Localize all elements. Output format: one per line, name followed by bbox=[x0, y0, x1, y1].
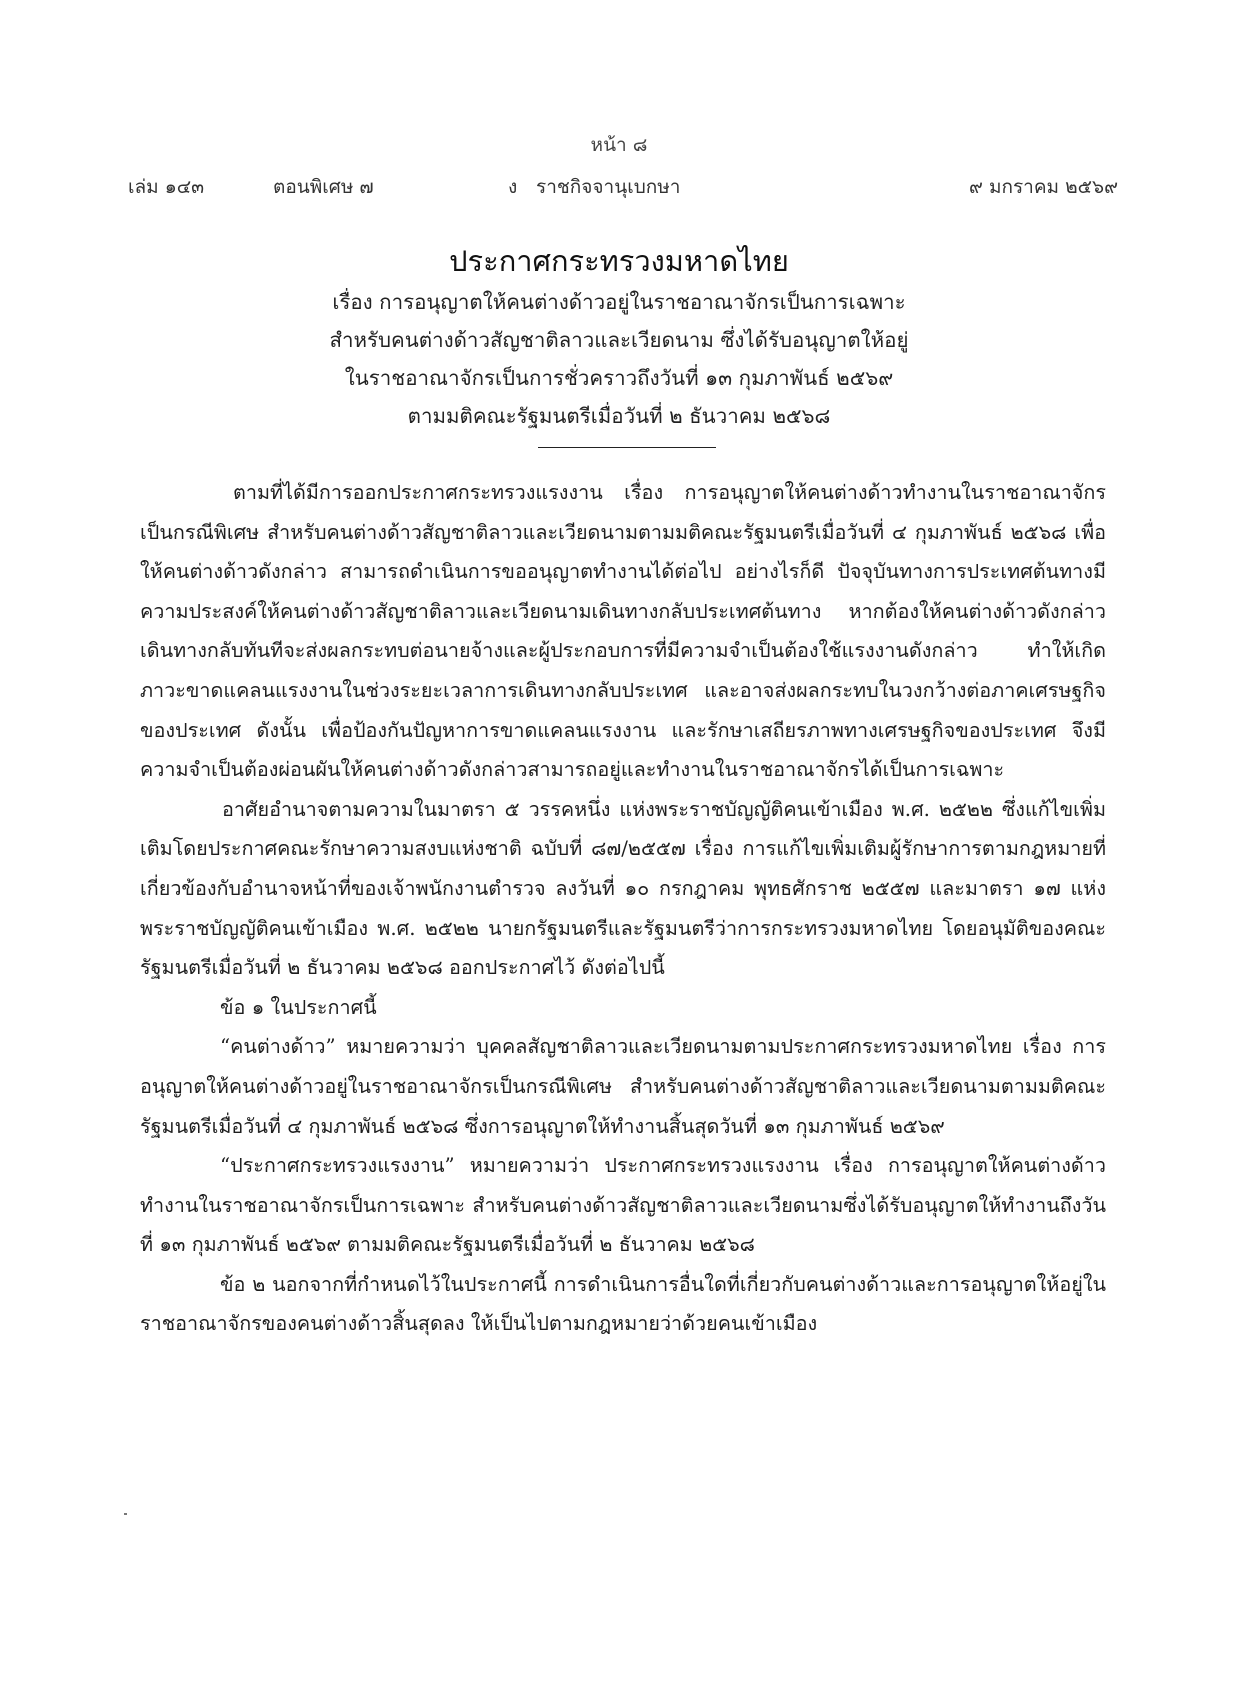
subject-line: สำหรับคนต่างด้าวสัญชาติลาวและเวียดนาม ซึ่งได้รับอนุญาตให้อยู่ bbox=[329, 328, 909, 352]
section-number: ตอนพิเศษ ๗ bbox=[273, 176, 374, 198]
publication-date: ๙ มกราคม ๒๕๖๙ bbox=[968, 176, 1118, 198]
preamble-paragraph: ตามที่ได้มีการออกประกาศกระทรวงแรงงาน เรื่อง การอนุญาตให้คนต่างด้าวทำงานในราชอาณาจักรเป็นกรณีพิเศษ สำหรับคนต่างด้าวสัญชาติลาวและเวียดนามตามมติคณะรัฐมนตรีเมื่อวันที่ ๔ กุมภาพันธ์ ๒๕๖๘ เพื่อให้คนต่างด้าวดังกล่าว สามารถดำเนินการขออนุญาตทำงานได้ต่อไป อย่างไรก็ดี ปัจจุบันทางการประเทศต้นทางมีความประสงค์ให้คนต่างด้าวสัญชาติลาวและเวียดนามเดินทางกลับประเทศต้นทาง หากต้องให้คนต่างด้าวดังกล่าวเดินทางกลับทันทีจะส่งผลกระทบต่อนายจ้างและผู้ประกอบการที่มีความจำเป็นต้องใช้แรงงานดังกล่าว ทำให้เกิดภาวะขาดแคลนแรงงานในช่วงระยะเวลาการเดินทางกลับประเทศ และอาจส่งผลกระทบในวงกว้างต่อภาคเศรษฐกิจของประเทศ ดังนั้น เพื่อป้องกันปัญหาการขาดแคลนแรงงาน และรักษาเสถียรภาพทางเศรษฐกิจของประเทศ จึงมีความจำเป็นต้องผ่อนผันให้คนต่างด้าวดังกล่าวสามารถอยู่และทำงานในราชอาณาจักรได้เป็นการเฉพาะ bbox=[140, 481, 1106, 782]
volume-number: เล่ม ๑๔๓ bbox=[128, 176, 205, 198]
section-type: ง bbox=[508, 176, 518, 198]
subject-line: ในราชอาณาจักรเป็นการชั่วคราวถึงวันที่ ๑๓ กุมภาพันธ์ ๒๕๖๙ bbox=[344, 366, 894, 390]
clause-1: ข้อ ๑ ในประกาศนี้ bbox=[220, 995, 377, 1019]
announcement-title: ประกาศกระทรวงมหาดไทย bbox=[449, 244, 789, 278]
subject-line: ตามมติคณะรัฐมนตรีเมื่อวันที่ ๒ ธันวาคม ๒๕๖๘ bbox=[407, 404, 831, 428]
announcement-body bbox=[140, 473, 1106, 1344]
title-divider bbox=[538, 447, 716, 448]
definition-labour-announcement: “ประกาศกระทรวงแรงงาน” หมายความว่า ประกาศกระทรวงแรงงาน เรื่อง การอนุญาตให้คนต่างด้าวทำงานในราชอาณาจักรเป็นการเฉพาะ สำหรับคนต่างด้าวสัญชาติลาวและเวียดนามซึ่งได้รับอนุญาตให้ทำงานถึงวันที่ ๑๓ กุมภาพันธ์ ๒๕๖๙ ตามมติคณะรัฐมนตรีเมื่อวันที่ ๒ ธันวาคม ๒๕๖๘ bbox=[140, 1154, 1106, 1257]
scan-speck bbox=[124, 1513, 127, 1515]
gazette-name: ราชกิจจานุเบกษา bbox=[536, 176, 681, 198]
authority-paragraph: อาศัยอำนาจตามความในมาตรา ๕ วรรคหนึ่ง แห่งพระราชบัญญัติคนเข้าเมือง พ.ศ. ๒๕๒๒ ซึ่งแก้ไขเพิ่มเติมโดยประกาศคณะรักษาความสงบแห่งชาติ ฉบับที่ ๘๗/๒๕๕๗ เรื่อง การแก้ไขเพิ่มเติมผู้รักษาการตามกฎหมายที่เกี่ยวข้องกับอำนาจหน้าที่ของเจ้าพนักงานตำรวจ ลงวันที่ ๑๐ กรกฎาคม พุทธศักราช ๒๕๕๗ และมาตรา ๑๗ แห่งพระราชบัญญัติคนเข้าเมือง พ.ศ. ๒๕๒๒ นายกรัฐมนตรีและรัฐมนตรีว่าการกระทรวงมหาดไทย โดยอนุมัติของคณะรัฐมนตรีเมื่อวันที่ ๒ ธันวาคม ๒๕๖๘ ออกประกาศไว้ ดังต่อไปนี้ bbox=[140, 797, 1106, 980]
announcement-subject bbox=[219, 283, 1019, 435]
page-number: หน้า ๘ bbox=[590, 134, 648, 156]
definition-alien: “คนต่างด้าว” หมายความว่า บุคคลสัญชาติลาวและเวียดนามตามประกาศกระทรวงมหาดไทย เรื่อง การอนุญาตให้คนต่างด้าวอยู่ในราชอาณาจักรเป็นกรณีพิเศษ สำหรับคนต่างด้าวสัญชาติลาวและเวียดนามตามมติคณะรัฐมนตรีเมื่อวันที่ ๔ กุมภาพันธ์ ๒๕๖๘ ซึ่งการอนุญาตให้ทำงานสิ้นสุดวันที่ ๑๓ กุมภาพันธ์ ๒๕๖๙ bbox=[140, 1035, 1106, 1138]
subject-line: เรื่อง การอนุญาตให้คนต่างด้าวอยู่ในราชอาณาจักรเป็นการเฉพาะ bbox=[332, 290, 906, 314]
clause-2: ข้อ ๒ นอกจากที่กำหนดไว้ในประกาศนี้ การดำเนินการอื่นใดที่เกี่ยวกับคนต่างด้าวและการอนุญาตให้อยู่ในราชอาณาจักรของคนต่างด้าวสิ้นสุดลง ให้เป็นไปตามกฎหมายว่าด้วยคนเข้าเมือง bbox=[140, 1272, 1106, 1336]
